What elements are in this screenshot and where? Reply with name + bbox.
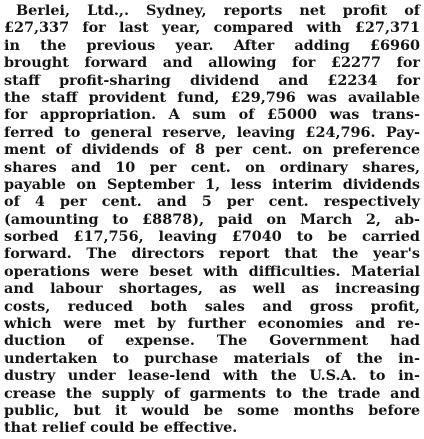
article-line-24: public, but it would be some months before xyxy=(4,401,420,419)
article-line-3: in the previous year. After adding £6960 xyxy=(4,36,420,54)
article-line-5: staff profit-sharing dividend and £2234 for xyxy=(4,71,420,89)
article-line-11: payable on September 1, less interim dividends xyxy=(4,175,420,193)
article-line-15: forward. The directors report that the year's xyxy=(4,245,420,263)
article-line-13: (amounting to £8878), paid on March 2, ab- xyxy=(4,210,420,228)
article-line-21: undertaken to purchase materials of the in- xyxy=(4,349,420,367)
article-line-20: duction of expense. The Government had xyxy=(4,332,420,350)
article-line-7: for appropriation. A sum of £5000 was trans- xyxy=(4,106,420,124)
article-line-10: shares and 10 per cent. on ordinary shares, xyxy=(4,158,420,176)
article-line-19: which were met by further economies and re- xyxy=(4,315,420,333)
article-line-25: that relief could be effective. xyxy=(4,419,238,437)
article-line-17: and labour shortages, as well as increasing xyxy=(4,280,420,298)
article-line-18: costs, reduced both sales and gross profit, xyxy=(4,297,420,315)
article-line-22: dustry under lease-lend with the U.S.A. to in- xyxy=(4,367,420,385)
article-line-9: ment of dividends of 8 per cent. on preference xyxy=(4,141,420,159)
article-line-23: crease the supply of garments to the trade and xyxy=(4,384,420,402)
article-line-8: ferred to general reserve, leaving £24,796. Pay- xyxy=(4,123,420,141)
article-line-1: Berlei, Ltd.,. Sydney, reports net profit of xyxy=(16,2,420,19)
article-line-6: the staff provident fund, £29,796 was available xyxy=(4,88,420,106)
article-line-4: brought forward and allowing for £2277 for xyxy=(4,54,420,72)
article-line-14: sorbed £17,756, leaving £7040 to be carried xyxy=(4,228,420,246)
article-line-16: operations were beset with difficulties. Material xyxy=(4,262,420,280)
article-body xyxy=(4,2,420,437)
article-line-12: of 4 per cent. and 5 per cent. respectively xyxy=(4,193,420,211)
article-line-2: £27,337 for last year, compared with £27,371 xyxy=(4,19,420,37)
